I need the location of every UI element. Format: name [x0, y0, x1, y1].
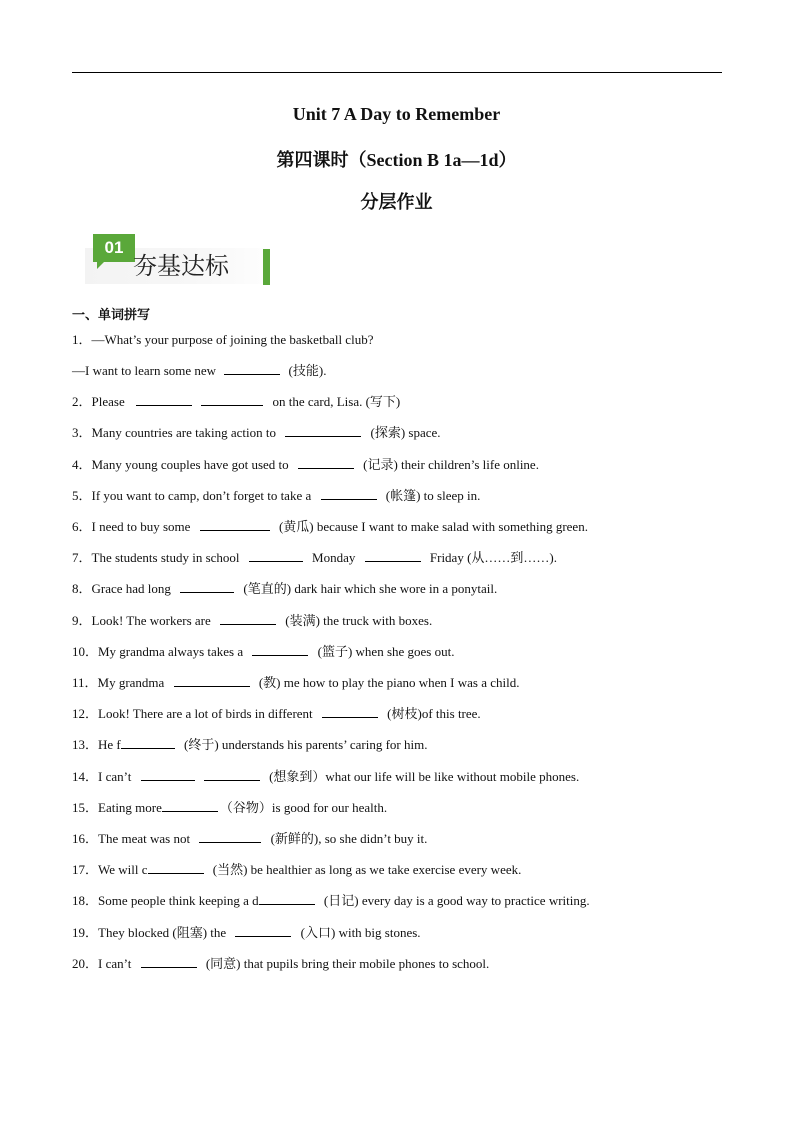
answer-blank[interactable] — [174, 674, 250, 687]
question-text: (黄瓜) because I want to make salad with something green. — [278, 519, 588, 534]
answer-blank[interactable] — [136, 393, 192, 406]
question-text: 16．The meat was not — [72, 831, 191, 846]
question-line — [72, 612, 432, 630]
question-text: (笔直的) dark hair which she wore in a ponytail. — [243, 581, 498, 596]
question-text: 6．I need to buy some — [72, 519, 191, 534]
question-text: Monday — [312, 550, 356, 565]
section-badge — [85, 234, 271, 286]
answer-blank[interactable] — [298, 456, 354, 469]
question-text: (入口) with big stones. — [300, 925, 421, 940]
answer-blank[interactable] — [235, 924, 291, 937]
answer-blank[interactable] — [285, 424, 361, 437]
answer-blank[interactable] — [162, 799, 218, 812]
question-text: 18．Some people think keeping a d — [72, 893, 259, 908]
answer-blank[interactable] — [204, 768, 260, 781]
question-text: (树枝)of this tree. — [387, 706, 481, 721]
question-line — [72, 799, 387, 817]
question-line — [72, 487, 480, 505]
question-text: on the card, Lisa. (写下) — [272, 394, 401, 409]
badge-number: 01 — [93, 234, 135, 262]
question-text: 15．Eating more — [72, 800, 162, 815]
question-line — [72, 518, 588, 536]
homework-title: 分层作业 — [360, 192, 433, 213]
answer-blank[interactable] — [199, 830, 261, 843]
answer-blank[interactable] — [259, 892, 315, 905]
answer-blank[interactable] — [148, 861, 204, 874]
question-line — [72, 861, 521, 879]
question-text: 9．Look! The workers are — [72, 613, 211, 628]
question-text: (新鲜的), so she didn’t buy it. — [270, 831, 428, 846]
unit-title: Unit 7 A Day to Remember — [292, 104, 501, 124]
answer-blank[interactable] — [224, 362, 280, 375]
lesson-title: 第四课时（Section B 1a—1d） — [276, 150, 517, 170]
question-text: (帐篷) to sleep in. — [385, 488, 481, 503]
answer-blank[interactable] — [322, 705, 378, 718]
answer-blank[interactable] — [180, 580, 234, 593]
question-line — [72, 955, 489, 973]
question-text: （谷物）is good for our health. — [219, 800, 388, 815]
question-text: 11．My grandma — [72, 675, 165, 690]
answer-blank[interactable] — [321, 487, 377, 500]
question-text: (篮子) when she goes out. — [317, 644, 455, 659]
question-line — [72, 331, 373, 349]
badge-accent-bar — [263, 249, 270, 285]
question-line — [72, 830, 427, 848]
answer-blank[interactable] — [121, 736, 175, 749]
question-text: 8．Grace had long — [72, 581, 171, 596]
question-line — [72, 456, 539, 474]
badge-tail-shape — [97, 262, 104, 269]
question-line — [72, 580, 497, 598]
question-text: 3．Many countries are taking action to — [72, 425, 276, 440]
question-text: 10．My grandma always takes a — [72, 644, 244, 659]
question-line — [72, 424, 441, 442]
answer-blank[interactable] — [249, 549, 303, 562]
answer-blank[interactable] — [220, 612, 276, 625]
question-line — [72, 393, 400, 411]
answer-blank[interactable] — [365, 549, 421, 562]
question-text: 4．Many young couples have got used to — [72, 457, 289, 472]
question-text: (技能). — [288, 363, 327, 378]
question-text: 1．—What’s your purpose of joining the basketball club? — [72, 332, 374, 347]
question-line — [72, 892, 590, 910]
question-text: (同意) that pupils bring their mobile phones to school. — [205, 956, 490, 971]
question-text: 20．I can’t — [72, 956, 132, 971]
question-text: 2．Please — [72, 394, 125, 409]
question-text: (装满) the truck with boxes. — [285, 613, 433, 628]
question-text: Friday (从……到……). — [429, 550, 557, 565]
question-text: (探索) space. — [370, 425, 441, 440]
question-line — [72, 705, 481, 723]
question-line — [72, 362, 326, 380]
question-text: 7．The students study in school — [72, 550, 240, 565]
answer-blank[interactable] — [141, 768, 195, 781]
answer-blank[interactable] — [200, 518, 270, 531]
question-text: 19．They blocked (阻塞) the — [72, 925, 227, 940]
question-line — [72, 736, 427, 754]
question-text: 5．If you want to camp, don’t forget to take a — [72, 488, 312, 503]
question-text: (当然) be healthier as long as we take exercise every week. — [212, 862, 522, 877]
question-line — [72, 768, 579, 786]
question-text: (记录) their children’s life online. — [363, 457, 539, 472]
question-line — [72, 643, 454, 661]
question-text: 12．Look! There are a lot of birds in different — [72, 706, 313, 721]
question-text: 14．I can’t — [72, 769, 132, 784]
question-text: (终于) understands his parents’ caring for him. — [184, 737, 428, 752]
question-line — [72, 674, 519, 692]
question-text: (想象到）what our life will be like without mobile phones. — [269, 769, 580, 784]
answer-blank[interactable] — [201, 393, 263, 406]
question-text: —I want to learn some new — [72, 363, 217, 378]
question-text: (日记) every day is a good way to practice writing. — [323, 893, 590, 908]
section-heading: 一、单词拼写 — [72, 308, 151, 323]
answer-blank[interactable] — [252, 643, 308, 656]
badge-label: 夯基达标 — [133, 252, 229, 280]
question-line — [72, 549, 557, 567]
question-text: (教) me how to play the piano when I was a child. — [258, 675, 520, 690]
header-rule — [72, 72, 722, 73]
question-text: 13．He f — [72, 737, 121, 752]
question-line — [72, 924, 421, 942]
question-text: 17．We will c — [72, 862, 148, 877]
answer-blank[interactable] — [141, 955, 197, 968]
